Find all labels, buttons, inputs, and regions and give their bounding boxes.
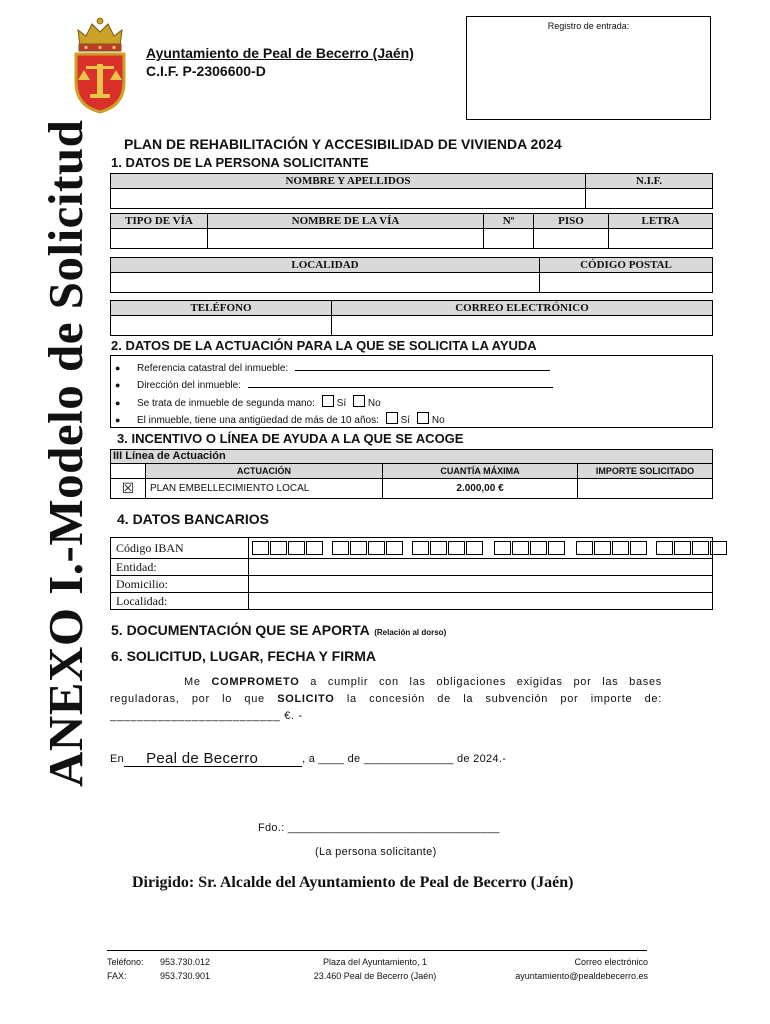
section5-note: (Relación al dorso): [374, 628, 447, 637]
iban-digit-cell[interactable]: [630, 541, 647, 555]
cuantia-value: 2.000,00 €: [383, 479, 578, 499]
en-text: En: [110, 753, 125, 765]
tipo-via-input[interactable]: [111, 229, 208, 249]
nombre-header: NOMBRE Y APELLIDOS: [111, 174, 586, 189]
section5-title-row: [111, 622, 446, 640]
tipo-via-header: TIPO DE VÍA: [111, 214, 208, 229]
footer-email: [472, 955, 648, 983]
iban-digit-cell[interactable]: [332, 541, 349, 555]
importe-input[interactable]: [578, 479, 713, 499]
applicant-name-table: [110, 173, 713, 209]
iban-digit-cell[interactable]: [494, 541, 511, 555]
fecha-text: , a ____ de ______________ de 2024.-: [302, 753, 507, 765]
iban-digit-cell[interactable]: [306, 541, 323, 555]
direccion-line2: 23.460 Peal de Becerro (Jaén): [313, 971, 437, 981]
antiguedad-si-label: Sí: [400, 415, 411, 426]
telefono-header: TELÉFONO: [111, 301, 332, 316]
section5-title: 5. DOCUMENTACIÓN QUE SE APORTA: [111, 622, 370, 638]
section1-title: 1. DATOS DE LA PERSONA SOLICITANTE: [111, 155, 369, 170]
iban-digit-cell[interactable]: [710, 541, 727, 555]
lugar-input[interactable]: Peal de Becerro: [124, 752, 302, 767]
iban-digit-cell[interactable]: [350, 541, 367, 555]
iban-digit-cell[interactable]: [512, 541, 529, 555]
dirigido-text: Dirigido: Sr. Alcalde del Ayuntamiento de Peal de Becerro (Jaén): [132, 874, 574, 891]
linea-actuacion-bar: III Línea de Actuación: [110, 449, 713, 464]
address-table: [110, 213, 713, 249]
telefono-label: Teléfono:: [107, 957, 144, 967]
segunda-mano-no-checkbox[interactable]: [353, 395, 365, 407]
nombre-input[interactable]: [111, 189, 586, 209]
cp-input[interactable]: [540, 273, 713, 293]
ref-catastral-label: Referencia catastral del inmueble:: [137, 363, 289, 374]
annex-title-container: [36, 119, 96, 787]
entity-cif: C.I.F. P-2306600-D: [146, 63, 266, 79]
iban-digit-cell[interactable]: [548, 541, 565, 555]
importe-header: IMPORTE SOLICITADO: [578, 464, 713, 479]
iban-digit-cell[interactable]: [386, 541, 403, 555]
nif-input[interactable]: [586, 189, 713, 209]
iban-digit-cell[interactable]: [594, 541, 611, 555]
localidad-bank-input[interactable]: [249, 593, 713, 610]
iban-digit-cell[interactable]: [288, 541, 305, 555]
iban-digit-cell[interactable]: [270, 541, 287, 555]
iban-digit-cell[interactable]: [692, 541, 709, 555]
email-input[interactable]: [332, 316, 713, 336]
actuacion-value: PLAN EMBELLECIMIENTO LOCAL: [146, 479, 383, 499]
letra-header: LETRA: [609, 214, 713, 229]
iban-digit-cell[interactable]: [576, 541, 593, 555]
fax-value: 953.730.901: [160, 971, 211, 981]
footer-divider: [107, 950, 647, 951]
section6-title: 6. SOLICITUD, LUGAR, FECHA Y FIRMA: [111, 648, 376, 664]
piso-header: PISO: [534, 214, 609, 229]
iban-digit-cell[interactable]: [612, 541, 629, 555]
antiguedad-si-checkbox[interactable]: [386, 412, 398, 424]
incentivo-blank-header: [111, 464, 146, 479]
iban-digit-cell[interactable]: [448, 541, 465, 555]
direccion-row: ● Dirección del inmueble:: [115, 378, 553, 392]
email-header: CORREO ELECTRÓNICO: [332, 301, 713, 316]
section2-title: 2. DATOS DE LA ACTUACIÓN PARA LA QUE SE SOLICITA LA AYUDA: [111, 338, 537, 353]
cp-header: CÓDIGO POSTAL: [540, 258, 713, 273]
cuantia-header: CUANTÍA MÁXIMA: [383, 464, 578, 479]
telefono-value: 953.730.012: [160, 957, 211, 967]
ref-catastral-input[interactable]: [295, 361, 550, 371]
antiguedad-no-label: No: [431, 415, 445, 426]
direccion-label: Dirección del inmueble:: [137, 380, 241, 391]
compromiso-text: COMPROMETO: [211, 676, 300, 688]
correo-link[interactable]: ayuntamiento@pealdebecerro.es: [515, 971, 648, 981]
letra-input[interactable]: [609, 229, 713, 249]
firma-line: Fdo.: _________________________________: [258, 822, 500, 834]
piso-input[interactable]: [534, 229, 609, 249]
solicitud-text2b: la concesión de la subvención por importe de:: [346, 693, 662, 705]
annex-title: ANEXO I.-Modelo de Solicitud: [38, 119, 93, 787]
footer-phone: [107, 955, 210, 983]
registro-box: [466, 16, 711, 120]
solicitud-text2a: reguladoras, por lo que: [110, 693, 265, 705]
solicitud-text: [110, 674, 662, 725]
actuacion-box: [110, 355, 713, 428]
importe-line: _________________________ €. -: [110, 710, 303, 722]
lugar-fecha-row: [110, 752, 506, 767]
coat-of-arms-logo: [70, 14, 130, 114]
segunda-mano-no-label: No: [367, 398, 381, 409]
direccion-input[interactable]: [248, 378, 553, 388]
iban-digit-cell[interactable]: [430, 541, 447, 555]
fax-label: FAX:: [107, 971, 127, 981]
actuacion-checkbox[interactable]: ☒: [111, 479, 146, 499]
numero-input[interactable]: [484, 229, 534, 249]
ref-catastral-row: ● Referencia catastral del inmueble:: [115, 361, 550, 375]
telefono-input[interactable]: [111, 316, 332, 336]
antiguedad-label: El inmueble, tiene una antigüedad de más de 10 años:: [137, 415, 379, 426]
iban-label: Código IBAN: [111, 538, 249, 559]
contact-table: [110, 300, 713, 336]
segunda-mano-row: ● Se trata de inmueble de segunda mano: Sí No: [115, 395, 381, 410]
solicito-text: SOLICITO: [277, 693, 335, 705]
iban-digit-cell[interactable]: [656, 541, 673, 555]
localidad-header: LOCALIDAD: [111, 258, 540, 273]
locality-table: [110, 257, 713, 293]
entity-header: [146, 44, 414, 80]
registro-label: Registro de entrada:: [547, 21, 630, 31]
footer-address: [300, 955, 450, 983]
segunda-mano-si-label: Sí: [336, 398, 347, 409]
correo-label: Correo electrónico: [574, 957, 648, 967]
numero-header: Nº: [484, 214, 534, 229]
entity-name: Ayuntamiento de Peal de Becerro (Jaén): [146, 45, 414, 61]
iban-digit-cell[interactable]: [368, 541, 385, 555]
iban-digit-cell[interactable]: [530, 541, 547, 555]
antiguedad-no-checkbox[interactable]: [417, 412, 429, 424]
incentivo-table: [110, 463, 713, 499]
section4-title: 4. DATOS BANCARIOS: [117, 511, 269, 527]
segunda-mano-si-checkbox[interactable]: [322, 395, 334, 407]
page-title: PLAN DE REHABILITACIÓN Y ACCESIBILIDAD DE VIVIENDA 2024: [124, 136, 562, 152]
solicitud-text1: a cumplir con las obligaciones exigidas por las bases: [310, 676, 662, 688]
section3-title: 3. INCENTIVO O LÍNEA DE AYUDA A LA QUE SE ACOGE: [117, 431, 464, 446]
domicilio-input[interactable]: [249, 576, 713, 593]
entidad-label: Entidad:: [111, 559, 249, 576]
nif-header: N.I.F.: [586, 174, 713, 189]
solicitud-line1: [110, 674, 662, 691]
antiguedad-row: ● El inmueble, tiene una antigüedad de más de 10 años: Sí No: [115, 412, 445, 427]
iban-digit-cell[interactable]: [252, 541, 269, 555]
iban-digit-cell[interactable]: [412, 541, 429, 555]
actuacion-header: ACTUACIÓN: [146, 464, 383, 479]
iban-digit-cell[interactable]: [674, 541, 691, 555]
direccion-line1: Plaza del Ayuntamiento, 1: [323, 957, 427, 967]
iban-digit-cell[interactable]: [466, 541, 483, 555]
solicitud-line2: [110, 691, 662, 708]
localidad-input[interactable]: [111, 273, 540, 293]
localidad-bank-label: Localidad:: [111, 593, 249, 610]
persona-solicitante-text: (La persona solicitante): [315, 846, 437, 858]
nombre-via-input[interactable]: [208, 229, 484, 249]
entidad-input[interactable]: [249, 559, 713, 576]
segunda-mano-label: Se trata de inmueble de segunda mano:: [137, 398, 315, 409]
domicilio-label: Domicilio:: [111, 576, 249, 593]
me-text: Me: [184, 676, 201, 688]
nombre-via-header: NOMBRE DE LA VÍA: [208, 214, 484, 229]
